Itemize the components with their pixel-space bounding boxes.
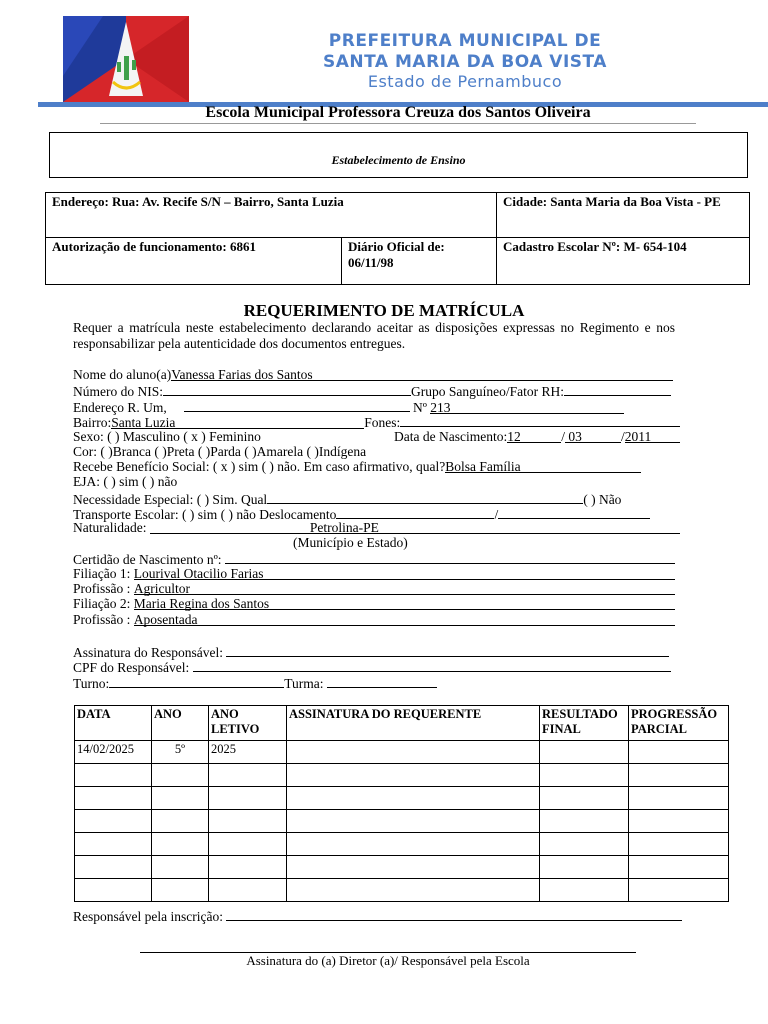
bairro-line: Bairro:Santa Luzia Fones: [73, 413, 680, 430]
header-progressao: PROGRESSÃO PARCIAL [629, 706, 729, 741]
cell-ano-letivo[interactable]: 2025 [209, 741, 287, 764]
bairro-field[interactable]: Santa Luzia [111, 415, 364, 429]
table-row [75, 810, 729, 833]
filiacao1-line: Filiação 1: Lourival Otacilio Farias [73, 566, 675, 581]
header-line-2: SANTA MARIA DA BOA VISTA [323, 52, 607, 72]
table-row [75, 856, 729, 879]
diario-label: Diário Oficial de: [348, 239, 445, 254]
necessidade-line: Necessidade Especial: ( ) Sim. Qual ( ) Não [73, 492, 622, 507]
cor-options[interactable]: Cor: ( )Branca ( )Preta ( )Parda ( )Amarela ( )Indígena [73, 444, 367, 459]
table-row [75, 741, 729, 764]
certidao-field[interactable] [225, 550, 675, 564]
naturalidade-line: Naturalidade: Petrolina-PE [73, 520, 680, 535]
deslocamento-field-1[interactable] [336, 505, 494, 519]
necessidade-field[interactable] [267, 490, 583, 504]
table-row [75, 833, 729, 856]
filiacao2-line: Filiação 2: Maria Regina dos Santos [73, 596, 675, 611]
responsavel-inscricao-field[interactable] [226, 907, 682, 921]
table-row [75, 764, 729, 787]
header-ano-letivo: ANO LETIVO [209, 706, 287, 741]
cell-progressao[interactable] [629, 741, 729, 764]
address-cell: Endereço: Rua: Av. Recife S/N – Bairro, Santa Luzia [46, 193, 497, 238]
header-line-3: Estado de Pernambuco [367, 72, 563, 91]
certidao-line: Certidão de Nascimento nº: [73, 550, 675, 567]
beneficio-line [73, 459, 641, 474]
header-ano: ANO [152, 706, 209, 741]
beneficio-field[interactable]: Bolsa Família [445, 459, 641, 473]
transporte-line: Transporte Escolar: ( ) sim ( ) não Deslocamento / [73, 505, 650, 522]
eja-line [73, 474, 177, 489]
form-title: REQUERIMENTO DE MATRÍCULA [243, 301, 525, 320]
transporte-options[interactable]: Transporte Escolar: ( ) sim ( ) não Deslocamento [73, 507, 337, 522]
school-info-table [45, 192, 750, 285]
cell-resultado[interactable] [540, 741, 629, 764]
municipal-flag-logo [63, 16, 189, 102]
nasc-year-field[interactable]: 2011 [625, 429, 680, 443]
authorization-cell: Autorização de funcionamento: 6861 [46, 238, 342, 285]
municipio-note: (Município e Estado) [293, 535, 408, 550]
assinatura-field[interactable] [226, 643, 669, 657]
table-row [75, 787, 729, 810]
nasc-day-field[interactable]: 12 [507, 429, 561, 443]
responsavel-inscricao-line: Responsável pela inscrição: [73, 907, 682, 924]
nis-line: Número do NIS: Grupo Sanguíneo/Fator RH: [73, 382, 671, 399]
filiacao2-field[interactable]: Maria Regina dos Santos [134, 596, 675, 610]
header-line-1: PREFEITURA MUNICIPAL DE [328, 31, 602, 51]
cell-ano[interactable]: 5º [152, 741, 209, 764]
turno-line: Turno: Turma: [73, 674, 437, 691]
header-resultado: RESULTADO FINAL [540, 706, 629, 741]
table-header-row [75, 706, 729, 741]
sangue-field[interactable] [564, 382, 671, 396]
cadastro-cell: Cadastro Escolar Nº: M- 654-104 [497, 238, 750, 285]
cell-data[interactable]: 14/02/2025 [75, 741, 152, 764]
director-signature-label: Assinatura do (a) Diretor (a)/ Responsável pela Escola [246, 953, 530, 968]
beneficio-options[interactable]: Recebe Benefício Social: ( x ) sim ( ) não. Em caso afirmativo, qual? [73, 459, 446, 474]
establishment-label: Estabelecimento de Ensino [331, 153, 466, 167]
establishment-box [49, 132, 748, 178]
city-cell: Cidade: Santa Maria da Boa Vista - PE [497, 193, 750, 238]
eja-options[interactable]: EJA: ( ) sim ( ) não [73, 474, 178, 489]
cell-assinatura[interactable] [287, 741, 540, 764]
header-assinatura: ASSINATURA DO REQUERENTE [287, 706, 540, 741]
turma-field[interactable] [327, 674, 437, 688]
profissao1-field[interactable]: Agricultor [134, 581, 675, 595]
necessidade-nao[interactable]: ( ) Não [583, 492, 622, 507]
cpf-field[interactable] [193, 658, 671, 672]
cpf-line: CPF do Responsável: [73, 658, 671, 675]
nasc-month-field[interactable]: 03 [565, 429, 621, 443]
enrollment-table [74, 705, 729, 902]
diario-date: 06/11/98 [348, 255, 394, 270]
turno-field[interactable] [109, 674, 284, 688]
numero-field[interactable]: 213 [430, 400, 624, 414]
diario-cell [342, 238, 497, 285]
filiacao1-field[interactable]: Lourival Otacilio Farias [134, 566, 675, 580]
cor-line [73, 444, 366, 459]
header-data: DATA [75, 706, 152, 741]
form-intro: Requer a matrícula neste estabelecimento declarando aceitar as disposições expressas no Regimento e nos responsabilizar pela autenticidade dos documentos entregues. [73, 320, 675, 351]
profissao2-line: Profissão : Aposentada [73, 612, 675, 627]
profissao2-field[interactable]: Aposentada [134, 612, 675, 626]
table-row [75, 879, 729, 902]
director-signature-line [140, 952, 636, 969]
endereco-line: Endereço R. Um, Nº 213 [73, 398, 624, 415]
sexo-line [73, 429, 261, 444]
aluno-field[interactable]: Vanessa Farias dos Santos [171, 367, 673, 381]
assinatura-line: Assinatura do Responsável: [73, 643, 669, 660]
naturalidade-field[interactable]: Petrolina-PE [150, 520, 680, 534]
nis-field[interactable] [163, 382, 411, 396]
profissao1-line: Profissão : Agricultor [73, 581, 675, 596]
aluno-line: Nome do aluno(a)Vanessa Farias dos Santos [73, 367, 673, 382]
school-name: Escola Municipal Professora Creuza dos Santos Oliveira [100, 104, 696, 124]
endereco-field[interactable] [184, 398, 410, 412]
sexo-options[interactable]: Sexo: ( ) Masculino ( x ) Feminino [73, 429, 261, 444]
nascimento-line: Data de Nascimento:12 / 03 /2011 [394, 429, 680, 444]
fones-field[interactable] [400, 413, 680, 427]
deslocamento-field-2[interactable] [498, 505, 650, 519]
